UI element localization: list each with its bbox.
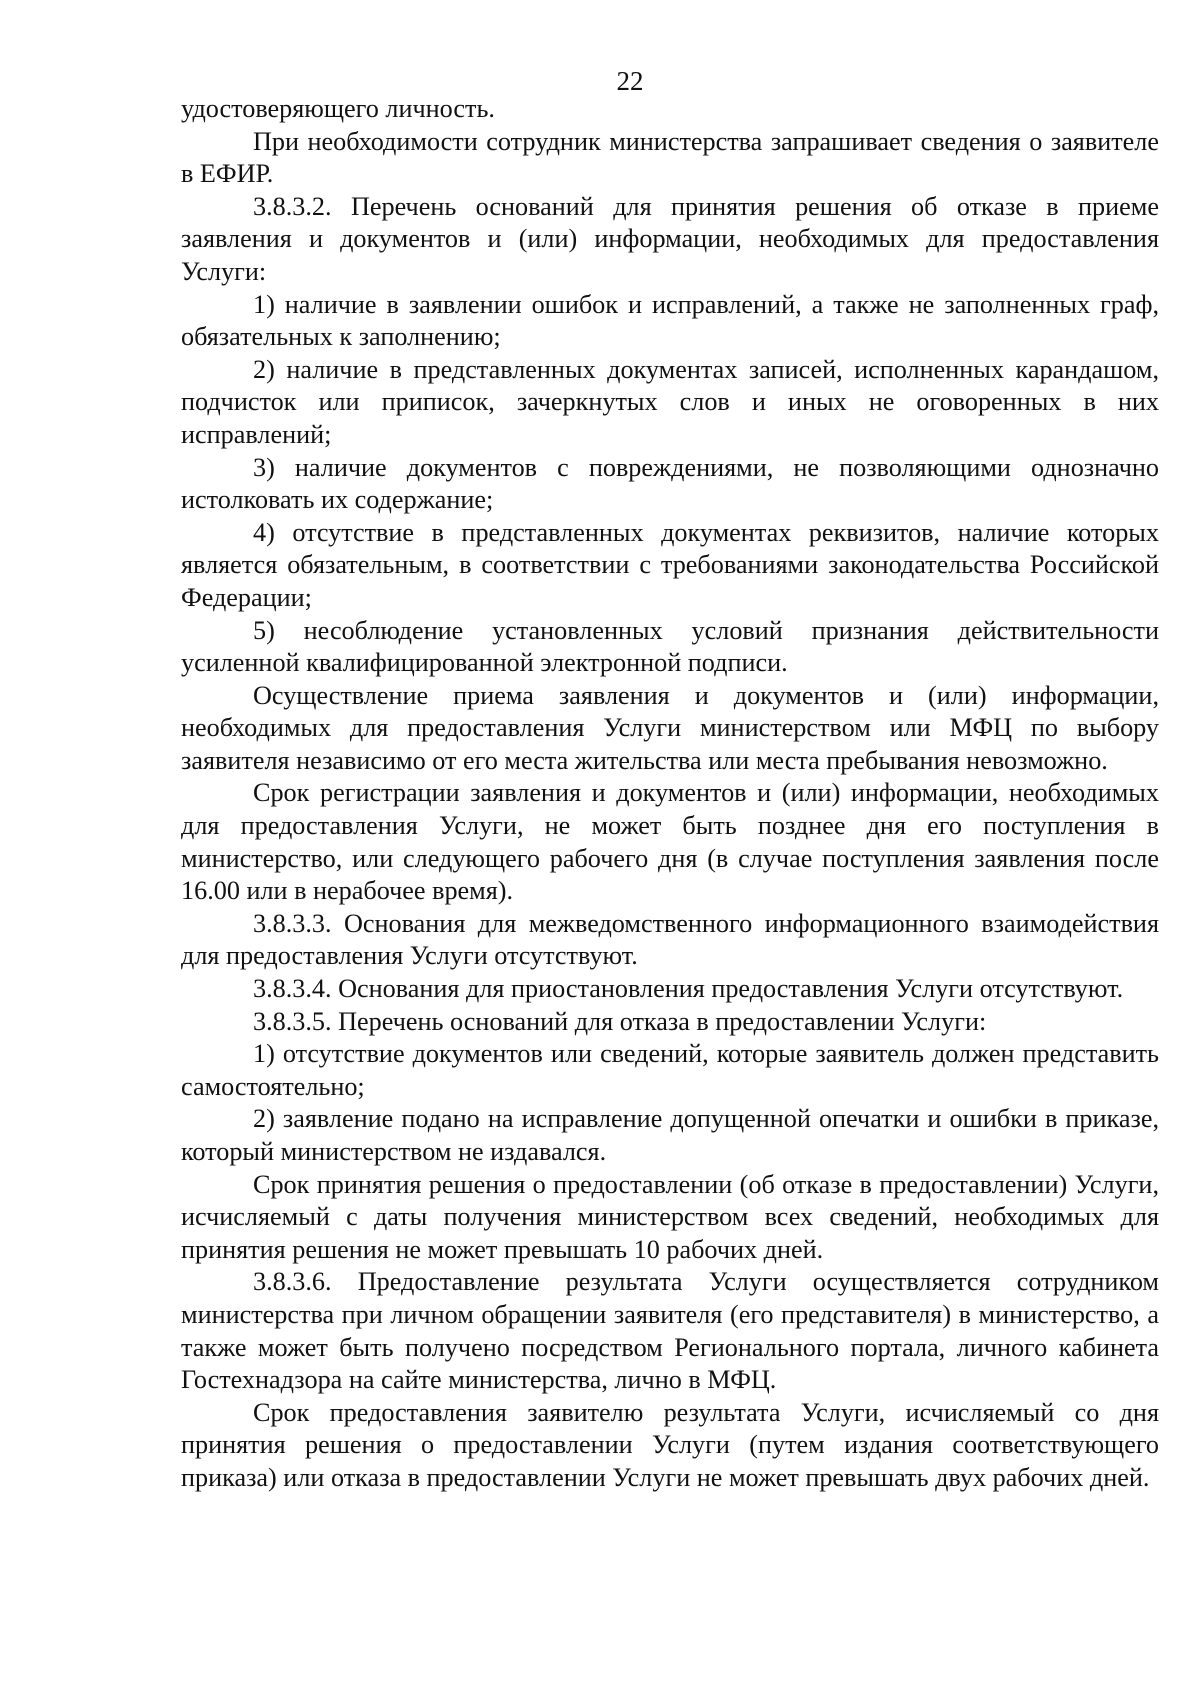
list-item-3-8-3-2-2: 2) наличие в представленных документах записей, исполненных карандашом, подчисток или приписок, зачеркнутых слов и иных не оговоренных в них исправлений;: [181, 354, 1159, 449]
paragraph-registration-term: Срок регистрации заявления и документов и (или) информации, необходимых для предоставления Услуги, не может быть позднее дня его поступления в министерство, или следующего рабочего дня (в случае поступления заявления после 16.00 или в нерабочее время).: [181, 778, 1159, 906]
paragraph-3-8-3-6: 3.8.3.6. Предоставление результата Услуги осуществляется сотрудником министерства при личном обращении заявителя (его представителя) в министерство, а также может быть получено посредством Регионального портала, личного кабинета Гостехнадзора на сайте министерства, лично в МФЦ.: [181, 1267, 1159, 1395]
page-number: 22: [616, 66, 644, 96]
list-item-3-8-3-5-2: 2) заявление подано на исправление допущенной опечатки и ошибки в приказе, который министерством не издавался.: [181, 1104, 1159, 1166]
list-item-3-8-3-2-5: 5) несоблюдение установленных условий признания действительности усиленной квалифицированной электронной подписи.: [181, 615, 1159, 678]
list-item-3-8-3-5-1: 1) отсутствие документов или сведений, которые заявитель должен представить самостоятельно;: [181, 1039, 1159, 1101]
paragraph-result-term: Срок предоставления заявителю результата Услуги, исчисляемый со дня принятия решения о предоставлении Услуги (путем издания соответствующего приказа) или отказа в предоставлении Услуги не может превышать двух рабочих дней.: [181, 1397, 1159, 1492]
paragraph-continuation: удостоверяющего личность.: [181, 94, 495, 123]
paragraph-decision-term: Срок принятия решения о предоставлении (об отказе в предоставлении) Услуги, исчисляемый с даты получения министерством всех сведений, необходимых для принятия решения не может превышать 10 рабочих дней.: [181, 1169, 1159, 1264]
paragraph-3-8-3-5: 3.8.3.5. Перечень оснований для отказа в предоставлении Услуги:: [253, 1006, 987, 1036]
paragraph-efir-request: При необходимости сотрудник министерства запрашивает сведения о заявителе в ЕФИР.: [181, 126, 1159, 189]
paragraph-3-8-3-3: 3.8.3.3. Основания для межведомственного информационного взаимодействия для предоставления Услуги отсутствуют.: [181, 908, 1159, 971]
list-item-3-8-3-2-1: 1) наличие в заявлении ошибок и исправлений, а также не заполненных граф, обязательных к заполнению;: [181, 289, 1159, 352]
list-item-3-8-3-2-4: 4) отсутствие в представленных документах реквизитов, наличие которых является обязательным, в соответствии с требованиями законодательства Российской Федерации;: [181, 517, 1159, 612]
paragraph-3-8-3-2: 3.8.3.2. Перечень оснований для принятия решения об отказе в приеме заявления и документов и (или) информации, необходимых для предоставления Услуги:: [181, 191, 1159, 286]
document-body: [181, 93, 1159, 1495]
paragraph-3-8-3-4: 3.8.3.4. Основания для приостановления предоставления Услуги отсутствуют.: [253, 974, 1124, 1004]
list-item-3-8-3-2-3: 3) наличие документов с повреждениями, не позволяющими однозначно истолковать их содержание;: [181, 452, 1159, 515]
paragraph-reception-impossible: Осуществление приема заявления и документов и (или) информации, необходимых для предоставления Услуги министерством или МФЦ по выбору заявителя независимо от его места жительства или места пребывания невозможно.: [181, 680, 1159, 775]
